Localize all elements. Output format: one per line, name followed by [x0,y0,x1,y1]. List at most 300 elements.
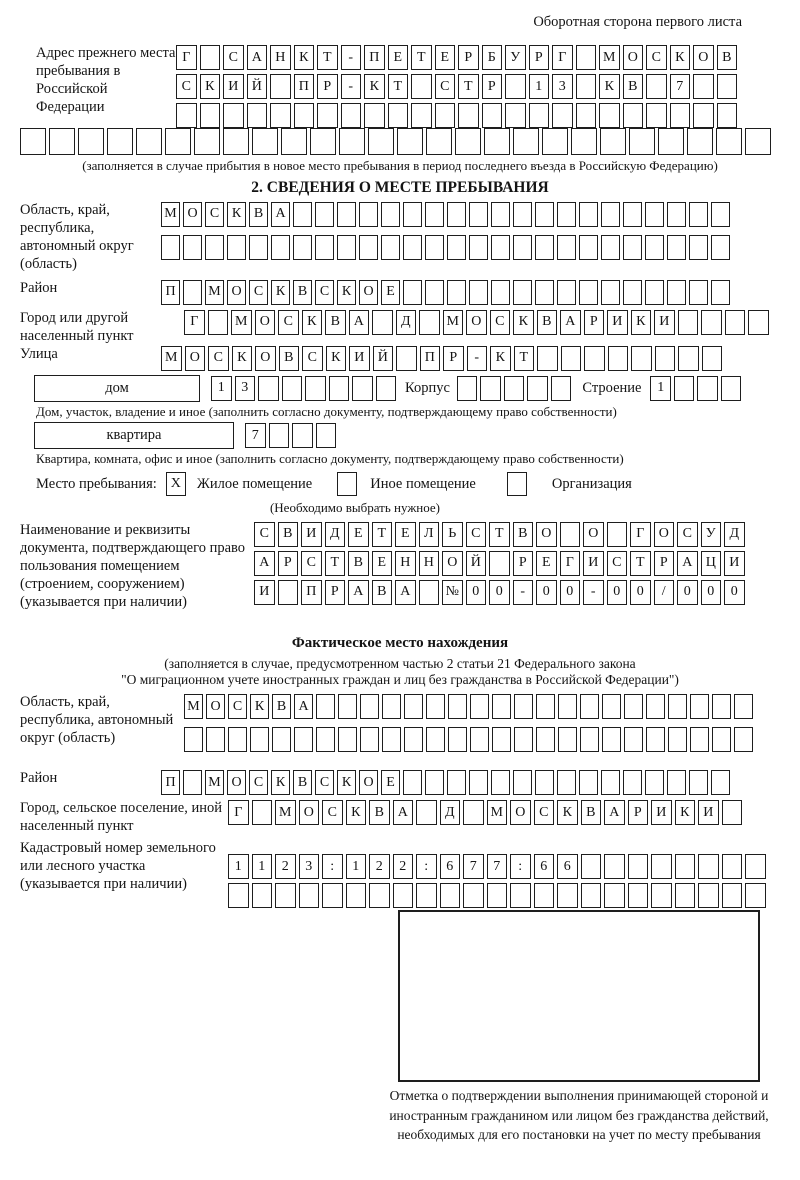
char-cell-filled: Е [381,770,400,795]
char-cell-empty [623,202,642,227]
actual-city-field [20,800,780,836]
char-cell-empty [576,103,597,128]
actual-district-label: Район [20,770,58,787]
actual-region-row-1 [184,694,753,719]
char-cell-filled: А [247,45,268,70]
char-cell-empty [745,883,766,908]
char-cell-filled: 0 [630,580,651,605]
char-cell-filled: О [255,346,276,371]
char-cell-filled: 0 [607,580,628,605]
char-cell-empty [317,103,338,128]
char-cell-filled: 7 [245,423,266,448]
char-cell-filled: К [490,346,511,371]
char-cell-empty [184,727,203,752]
char-cell-empty [463,800,484,825]
char-cell-empty [435,103,456,128]
char-cell-filled: А [349,310,370,335]
char-cell-filled: 2 [369,854,390,879]
char-cell-empty [581,883,602,908]
char-cell-empty [292,423,313,448]
char-cell-filled: Р [482,74,503,99]
char-cell-filled: Т [388,74,409,99]
char-cell-filled: 0 [466,580,487,605]
char-cell-empty [557,770,576,795]
char-cell-filled: Е [388,45,409,70]
region-row-1 [161,202,730,227]
char-cell-empty [602,694,621,719]
char-cell-filled: С [208,346,229,371]
char-cell-empty [491,770,510,795]
char-cell-filled: С [223,45,244,70]
char-cell-empty [269,423,290,448]
char-cell-empty [623,103,644,128]
apartment-caption: Квартира, комната, офис и иное (заполнить согласно документу, подтверждающему право собственности) [36,451,624,467]
char-cell-filled: Е [372,551,393,576]
char-cell-filled: 3 [235,376,256,401]
char-cell-filled: Р [654,551,675,576]
char-cell-filled: О [536,522,557,547]
char-cell-empty [227,235,246,260]
region-field [20,202,780,274]
option-other-premises-label: Иное помещение [370,475,476,492]
char-cell-empty [505,103,526,128]
char-cell-empty [690,694,709,719]
char-cell-filled: К [271,280,290,305]
char-cell-empty [492,694,511,719]
char-cell-empty [341,103,362,128]
char-cell-empty [252,128,278,155]
char-cell-empty [419,580,440,605]
char-cell-empty [628,854,649,879]
char-cell-empty [470,727,489,752]
char-cell-filled: Р [317,74,338,99]
char-cell-empty [576,74,597,99]
char-cell-filled: Д [325,522,346,547]
char-cell-empty [602,727,621,752]
char-cell-empty [359,202,378,227]
char-cell-filled: М [161,346,182,371]
char-cell-empty [228,883,249,908]
char-cell-filled: А [294,694,313,719]
char-cell-filled: Е [348,522,369,547]
document-row-2 [254,551,745,576]
char-cell-filled: 0 [701,580,722,605]
char-cell-empty [601,202,620,227]
char-cell-empty [601,280,620,305]
char-cell-empty [658,128,684,155]
char-cell-filled: Й [247,74,268,99]
char-cell-empty [491,235,510,260]
char-cell-empty [403,235,422,260]
char-cell-empty [411,74,432,99]
char-cell-filled: У [701,522,722,547]
char-cell-empty [337,235,356,260]
actual-city-row [228,800,742,825]
char-cell-filled: О [623,45,644,70]
char-cell-filled: В [293,770,312,795]
char-cell-filled: - [513,580,534,605]
char-cell-empty [745,854,766,879]
char-cell-empty [693,103,714,128]
char-cell-empty [631,346,652,371]
char-cell-empty [448,694,467,719]
district-field [20,280,780,305]
char-cell-filled: О [583,522,604,547]
char-cell-filled: М [487,800,508,825]
char-cell-empty [447,202,466,227]
char-cell-empty [579,280,598,305]
char-cell-empty [448,727,467,752]
char-cell-empty [717,103,738,128]
char-cell-empty [281,128,307,155]
char-cell-empty [527,376,548,401]
char-cell-empty [396,346,417,371]
char-cell-filled: О [442,551,463,576]
char-cell-filled: С [466,522,487,547]
actual-location-title: Фактическое место нахождения [291,634,509,651]
char-cell-filled: С [607,551,628,576]
char-cell-filled: Н [419,551,440,576]
char-cell-empty [272,727,291,752]
char-cell-empty [628,883,649,908]
char-cell-filled: Д [396,310,417,335]
char-cell-empty [338,694,357,719]
char-cell-filled: : [416,854,437,879]
char-cell-empty [513,128,539,155]
char-cell-empty [600,128,626,155]
char-cell-empty [629,128,655,155]
char-cell-filled: В [325,310,346,335]
char-cell-filled: К [271,770,290,795]
stay-type-note: (Необходимо выбрать нужное) [269,499,441,515]
char-cell-empty [645,202,664,227]
char-cell-filled: № [442,580,463,605]
char-cell-filled: В [279,346,300,371]
stay-type-row [36,471,780,498]
char-cell-empty [513,235,532,260]
checkbox-residential: X [166,472,186,496]
option-organization-label: Организация [551,475,632,492]
char-cell-empty [542,128,568,155]
char-cell-filled: 0 [489,580,510,605]
char-cell-filled: О [185,346,206,371]
char-cell-empty [458,103,479,128]
actual-region-label: Область, край, республика, автономный округ (область) [20,694,174,747]
char-cell-empty [599,103,620,128]
char-cell-filled: В [249,202,268,227]
char-cell-empty [513,770,532,795]
char-cell-filled: К [250,694,269,719]
char-cell-empty [487,883,508,908]
char-cell-empty [205,235,224,260]
char-cell-empty [734,694,753,719]
char-cell-empty [623,770,642,795]
char-cell-empty [426,694,445,719]
char-cell-empty [698,854,719,879]
char-cell-empty [337,202,356,227]
char-cell-empty [250,727,269,752]
char-cell-filled: К [337,770,356,795]
char-cell-filled: И [651,800,672,825]
char-cell-filled: Р [443,346,464,371]
apartment-type-box: квартира [34,422,234,449]
char-cell-empty [579,202,598,227]
char-cell-filled: П [301,580,322,605]
char-cell-filled: С [249,770,268,795]
prev-address-label: Адрес прежнего места пребывания в Российской Федерации [36,45,176,115]
char-cell-empty [571,128,597,155]
char-cell-filled: 0 [724,580,745,605]
char-cell-filled: С [301,551,322,576]
char-cell-empty [258,376,279,401]
char-cell-filled: А [604,800,625,825]
char-cell-empty [623,280,642,305]
char-cell-filled: М [184,694,203,719]
char-cell-filled: А [271,202,290,227]
char-cell-filled: С [228,694,247,719]
document-field [20,522,780,627]
char-cell-filled: К [326,346,347,371]
char-cell-filled: М [599,45,620,70]
char-cell-empty [161,235,180,260]
cadastral-label: Кадастровый номер земельного или лесного участка (указывается при наличии) [20,840,216,892]
char-cell-empty [329,376,350,401]
char-cell-empty [316,423,337,448]
char-cell-filled: К [670,45,691,70]
char-cell-filled: П [161,770,180,795]
char-cell-empty [491,202,510,227]
char-cell-empty [689,770,708,795]
char-cell-empty [701,310,722,335]
char-cell-empty [425,770,444,795]
char-cell-empty [425,202,444,227]
char-cell-filled: 1 [650,376,671,401]
char-cell-filled: С [249,280,268,305]
char-cell-empty [581,854,602,879]
char-cell-filled: Г [552,45,573,70]
char-cell-empty [360,727,379,752]
char-cell-empty [711,770,730,795]
char-cell-empty [689,235,708,260]
char-cell-empty [712,694,731,719]
street-field [20,346,780,371]
char-cell-empty [579,770,598,795]
confirmation-stamp-area [398,910,760,1082]
char-cell-empty [393,883,414,908]
char-cell-filled: Т [317,45,338,70]
char-cell-empty [469,770,488,795]
char-cell-filled: 6 [557,854,578,879]
house-type-box: дом [34,375,200,402]
char-cell-empty [601,235,620,260]
char-cell-filled: С [490,310,511,335]
char-cell-empty [78,128,104,155]
char-cell-filled: И [301,522,322,547]
char-cell-filled: К [513,310,534,335]
char-cell-filled: А [395,580,416,605]
char-cell-empty [674,376,695,401]
char-cell-filled: К [232,346,253,371]
char-cell-filled: 1 [346,854,367,879]
char-cell-empty [514,694,533,719]
char-cell-empty [580,727,599,752]
char-cell-empty [316,727,335,752]
char-cell-filled: В [717,45,738,70]
char-cell-empty [536,727,555,752]
char-cell-filled: В [581,800,602,825]
char-cell-empty [579,235,598,260]
house-row [34,375,780,402]
char-cell-empty [200,45,221,70]
char-cell-filled: В [537,310,558,335]
prev-address-caption: (заполняется в случае прибытия в новое место пребывания в период последнего въезда в Российскую Федерацию) [82,158,718,173]
char-cell-empty [425,280,444,305]
char-cell-filled: П [364,45,385,70]
char-cell-filled: / [654,580,675,605]
char-cell-filled: Ь [442,522,463,547]
char-cell-filled: А [254,551,275,576]
checkbox-organization [507,472,527,496]
char-cell-filled: С [176,74,197,99]
char-cell-empty [228,727,247,752]
char-cell-filled: 0 [677,580,698,605]
char-cell-empty [561,346,582,371]
char-cell-filled: О [510,800,531,825]
char-cell-empty [194,128,220,155]
char-cell-empty [469,280,488,305]
char-cell-empty [584,346,605,371]
char-cell-filled: О [183,202,202,227]
char-cell-filled: К [200,74,221,99]
char-cell-filled: 2 [275,854,296,879]
char-cell-empty [702,346,723,371]
char-cell-empty [535,280,554,305]
char-cell-empty [721,376,742,401]
char-cell-empty [404,694,423,719]
char-cell-empty [426,128,452,155]
char-cell-empty [558,694,577,719]
char-cell-empty [604,883,625,908]
char-cell-empty [403,202,422,227]
char-cell-empty [455,128,481,155]
char-cell-filled: И [254,580,275,605]
char-cell-empty [711,202,730,227]
char-cell-empty [270,74,291,99]
char-cell-empty [667,235,686,260]
char-cell-filled: 2 [393,854,414,879]
char-cell-empty [470,694,489,719]
document-label: Наименование и реквизиты документа, подтверждающего право пользования помещением (строением, сооружением) (указывается при наличии) [20,521,246,610]
char-cell-filled: Д [440,800,461,825]
char-cell-empty [667,770,686,795]
char-cell-filled: Н [270,45,291,70]
char-cell-empty [457,376,478,401]
char-cell-filled: В [369,800,390,825]
char-cell-empty [275,883,296,908]
char-cell-filled: М [205,280,224,305]
char-cell-empty [698,883,719,908]
char-cell-empty [675,883,696,908]
checkbox-other-premises [337,472,357,496]
char-cell-filled: В [293,280,312,305]
char-cell-empty [690,727,709,752]
char-cell-empty [440,883,461,908]
char-cell-empty [376,376,397,401]
char-cell-empty [249,235,268,260]
char-cell-empty [165,128,191,155]
char-cell-filled: - [341,74,362,99]
char-cell-empty [382,727,401,752]
char-cell-empty [623,235,642,260]
char-cell-filled: В [278,522,299,547]
actual-district-field [20,770,780,795]
char-cell-empty [537,346,558,371]
char-cell-filled: Л [419,522,440,547]
char-cell-empty [557,235,576,260]
char-cell-empty [282,376,303,401]
char-cell-empty [608,346,629,371]
city-row [184,310,769,335]
char-cell-empty [200,103,221,128]
district-row [161,280,730,305]
char-cell-filled: - [341,45,362,70]
char-cell-filled: Р [529,45,550,70]
char-cell-empty [670,103,691,128]
char-cell-empty [469,202,488,227]
char-cell-filled: - [467,346,488,371]
char-cell-empty [535,770,554,795]
district-label: Район [20,279,58,296]
char-cell-empty [646,74,667,99]
stay-type-label: Место пребывания: [36,475,157,492]
char-cell-filled: Г [228,800,249,825]
char-cell-empty [305,376,326,401]
char-cell-filled: С [435,74,456,99]
char-cell-empty [557,280,576,305]
char-cell-filled: В [513,522,534,547]
char-cell-filled: Р [513,551,534,576]
char-cell-filled: Й [373,346,394,371]
actual-region-row-2 [184,727,753,752]
char-cell-filled: Б [482,45,503,70]
document-row-3 [254,580,745,605]
char-cell-empty [580,694,599,719]
char-cell-empty [338,727,357,752]
char-cell-empty [646,103,667,128]
char-cell-filled: И [698,800,719,825]
char-cell-empty [514,727,533,752]
char-cell-empty [668,694,687,719]
char-cell-empty [624,727,643,752]
char-cell-empty [492,727,511,752]
char-cell-filled: 0 [560,580,581,605]
char-cell-filled: Р [584,310,605,335]
char-cell-empty [252,883,273,908]
char-cell-empty [20,128,46,155]
char-cell-filled: Д [724,522,745,547]
char-cell-empty [447,235,466,260]
actual-region-field [20,694,780,766]
char-cell-filled: П [420,346,441,371]
char-cell-empty [645,235,664,260]
char-cell-filled: Т [411,45,432,70]
char-cell-filled: Е [435,45,456,70]
char-cell-empty [484,128,510,155]
char-cell-filled: Т [489,522,510,547]
cadastral-row-2 [228,883,766,908]
char-cell-filled: : [510,854,531,879]
char-cell-empty [513,202,532,227]
